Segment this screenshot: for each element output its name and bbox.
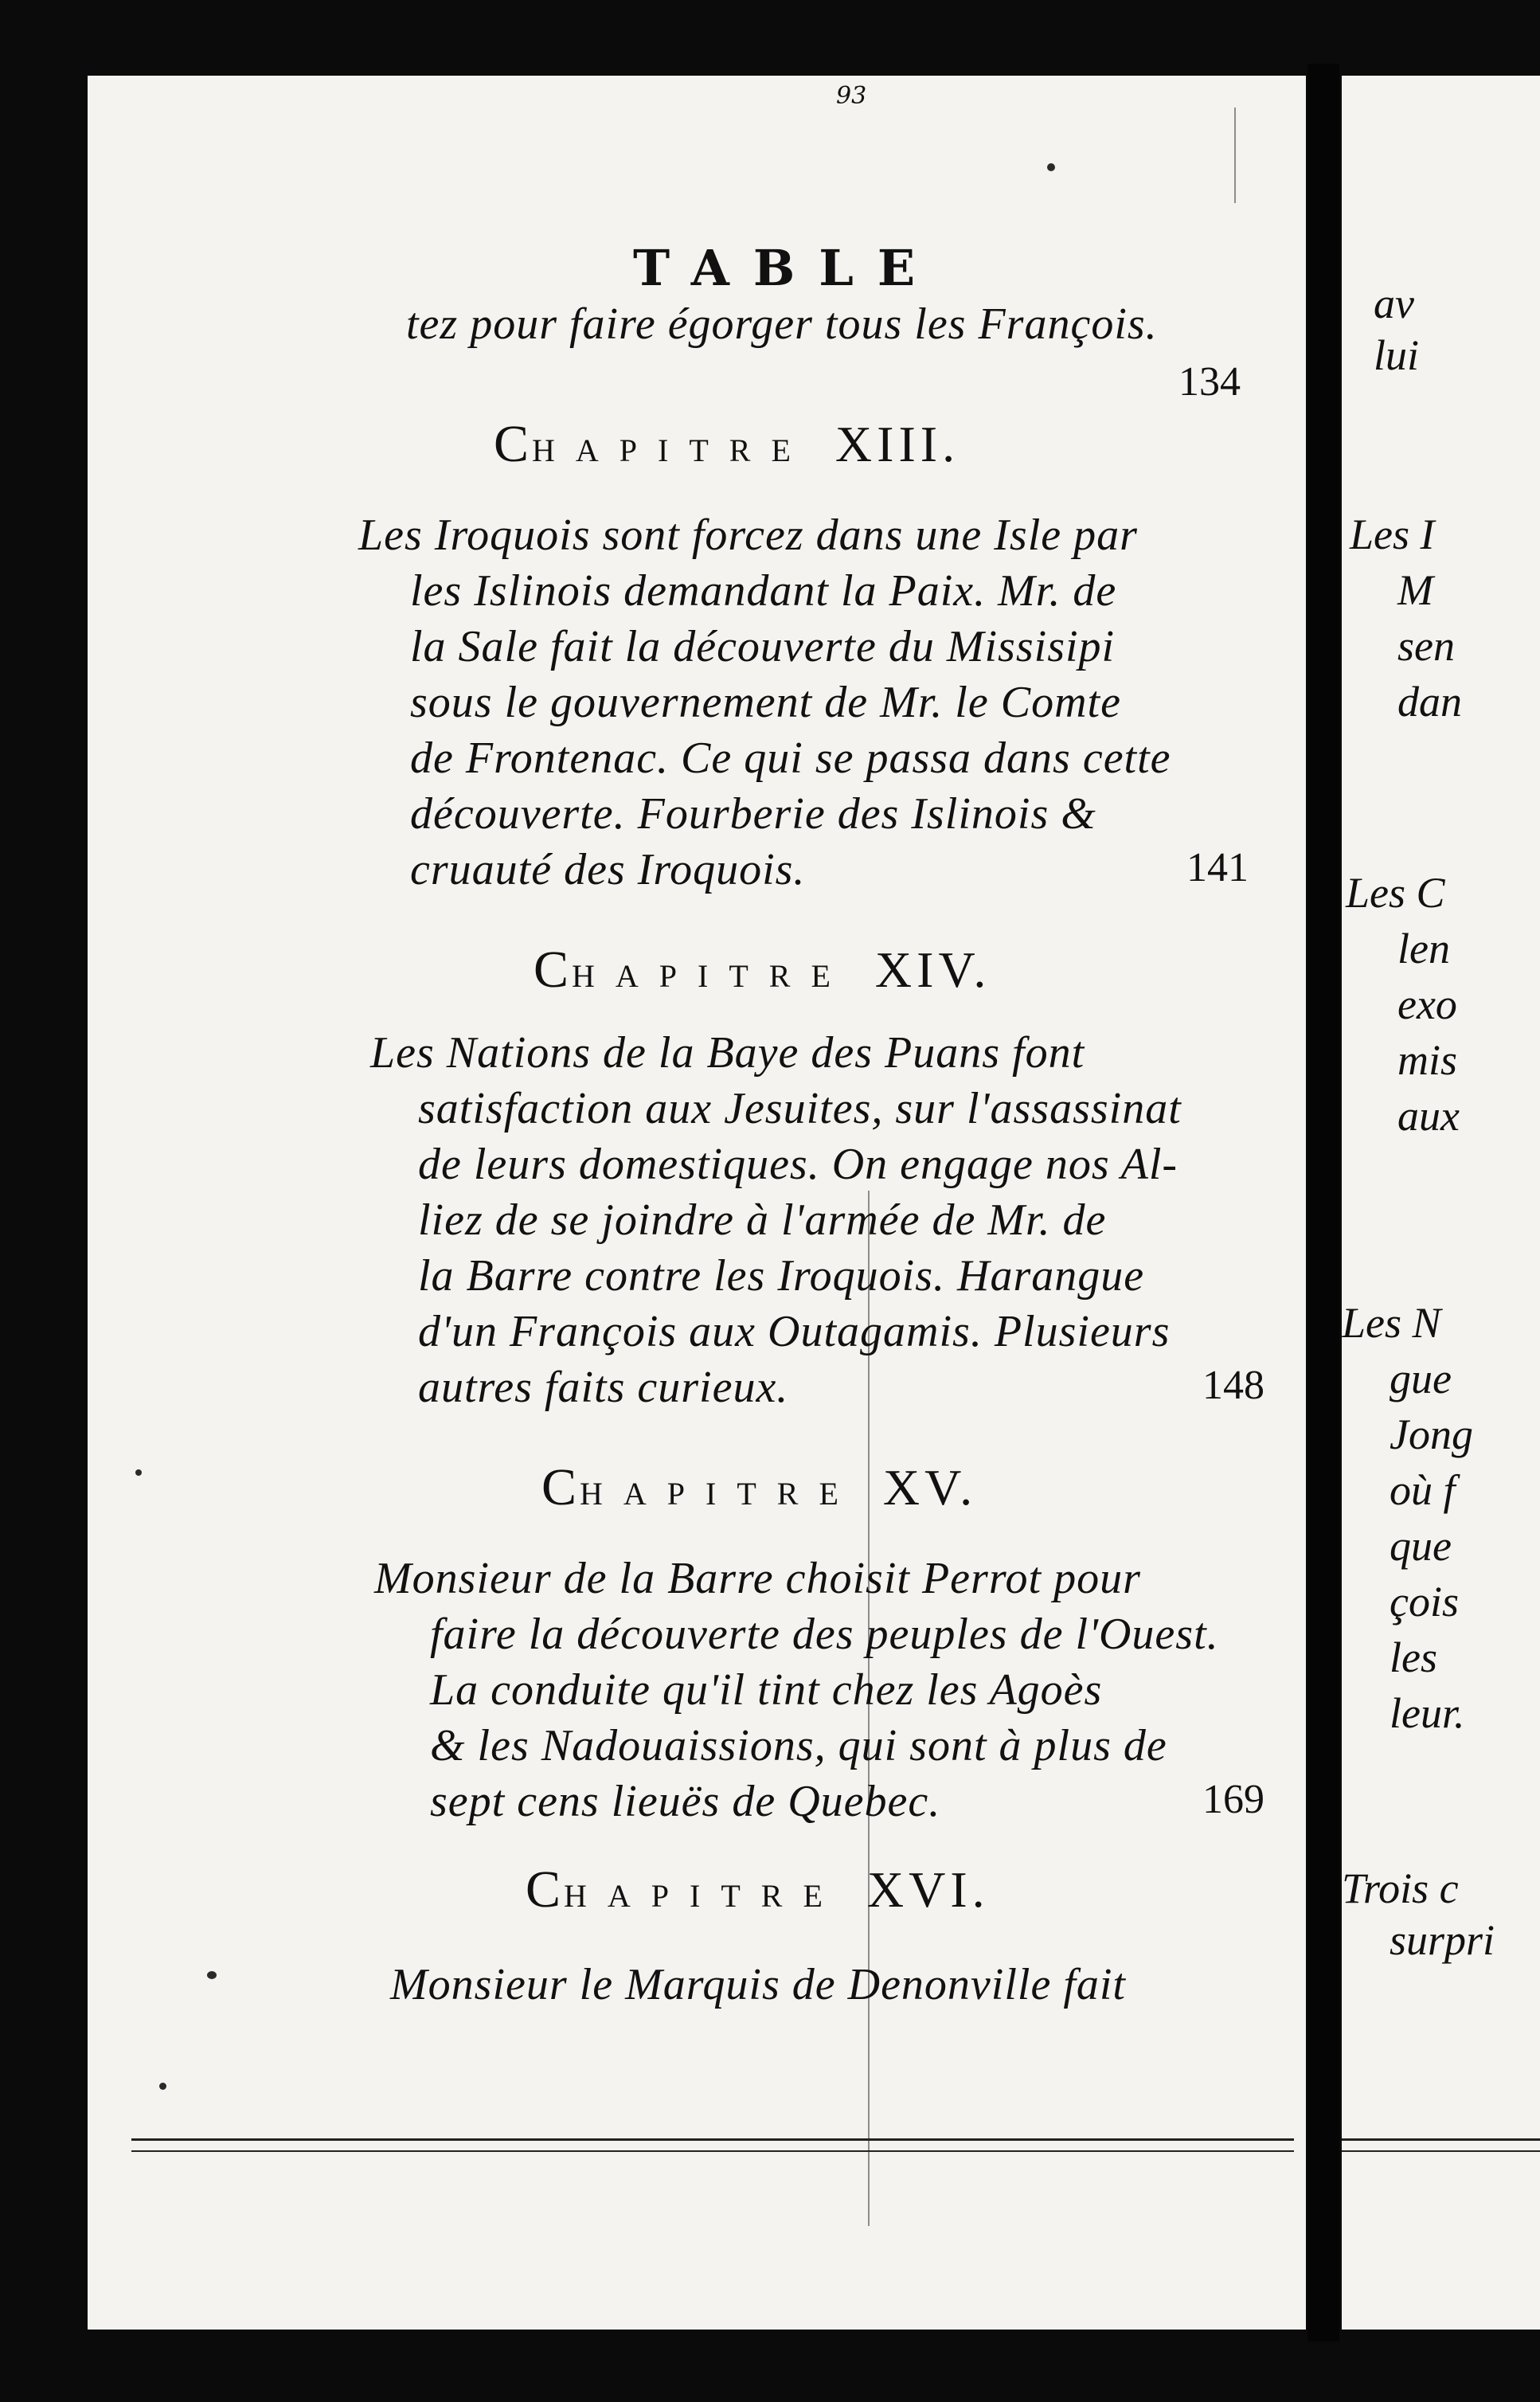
carry-over-page: 134	[1178, 359, 1241, 405]
entry-line: La conduite qu'il tint chez les Agoès	[430, 1665, 1103, 1715]
ink-speck	[207, 1971, 217, 1979]
entry-line: la Sale fait la découverte du Missisipi	[410, 622, 1116, 671]
entry-line: Monsieur de la Barre choisit Perrot pour	[374, 1554, 1141, 1603]
entry-line: d'un François aux Outagamis. Plusieurs	[418, 1307, 1171, 1356]
entry-line: Les Iroquois sont forcez dans une Isle par	[358, 511, 1138, 560]
right-fragment: que	[1390, 1522, 1452, 1570]
entry-line: sept cens lieuës de Quebec.	[430, 1777, 941, 1826]
entry-line: cruauté des Iroquois.	[410, 845, 806, 894]
chapter-cap: C	[494, 415, 533, 473]
ink-speck	[159, 2083, 166, 2090]
right-fragment: Jong	[1390, 1410, 1473, 1458]
right-fragment: sen	[1397, 622, 1455, 670]
right-fragment: leur.	[1390, 1689, 1465, 1737]
entry-page: 141	[1186, 845, 1249, 890]
chapter-cap: C	[526, 1860, 565, 1919]
entry-page: 148	[1202, 1363, 1264, 1408]
right-fragment: Les I	[1350, 511, 1435, 558]
chapter-cap: C	[541, 1458, 580, 1516]
ink-speck	[1047, 163, 1055, 171]
right-fragment: lui	[1374, 331, 1420, 379]
right-fragment: où f	[1390, 1466, 1456, 1514]
chapter-number: XIV.	[874, 941, 991, 998]
right-fragment: dan	[1397, 678, 1462, 726]
entry-line: découverte. Fourberie des Islinois &	[410, 789, 1096, 839]
running-head: TABLE	[633, 239, 940, 297]
entry-line: de leurs domestiques. On engage nos Al-	[418, 1140, 1178, 1189]
chapter-heading-xiii	[494, 414, 960, 475]
right-fragment: mis	[1397, 1036, 1458, 1084]
right-fragment: exo	[1397, 980, 1457, 1028]
entry-line: les Islinois demandant la Paix. Mr. de	[410, 566, 1117, 616]
entry-line: faire la découverte des peuples de l'Ouest.	[430, 1610, 1219, 1659]
entry-line: & les Nadouaissions, qui sont à plus de	[430, 1721, 1167, 1770]
entry-page: 169	[1202, 1777, 1264, 1822]
scan-streak	[1234, 108, 1236, 203]
entry-line: Monsieur le Marquis de Denonville fait	[390, 1960, 1126, 2009]
right-fragment: av	[1374, 280, 1414, 327]
entry-line: sous le gouvernement de Mr. le Comte	[410, 678, 1121, 727]
bottom-rule	[131, 2138, 1294, 2141]
chapter-heading-xv	[541, 1457, 977, 1518]
right-fragment: çois	[1390, 1578, 1459, 1625]
chapter-number: XVI.	[866, 1861, 990, 1918]
entry-line: Les Nations de la Baye des Puans font	[370, 1028, 1085, 1078]
right-fragment: M	[1397, 566, 1433, 614]
ink-speck	[135, 1469, 142, 1476]
chapter-word: HAPITRE	[580, 1476, 859, 1512]
chapter-word: HAPITRE	[532, 432, 811, 468]
right-fragment: gue	[1390, 1355, 1452, 1402]
bottom-rule	[1342, 2138, 1540, 2141]
entry-line: la Barre contre les Iroquois. Harangue	[418, 1251, 1145, 1301]
left-page	[88, 76, 1306, 2330]
right-page-edge	[1342, 76, 1540, 2330]
chapter-word: HAPITRE	[572, 958, 851, 994]
chapter-number: XV.	[882, 1459, 978, 1516]
book-gutter	[1307, 64, 1339, 2341]
chapter-heading-xiv	[534, 940, 991, 1000]
entry-line: de Frontenac. Ce qui se passa dans cette	[410, 734, 1171, 783]
chapter-heading-xvi	[526, 1860, 990, 1920]
bottom-rule	[1342, 2150, 1540, 2152]
carry-over-line: tez pour faire égorger tous les François.	[406, 299, 1158, 349]
bottom-rule	[131, 2150, 1294, 2152]
right-fragment: Les C	[1346, 869, 1445, 917]
chapter-word: HAPITRE	[564, 1878, 843, 1914]
right-fragment: surpri	[1390, 1916, 1495, 1964]
entry-line: liez de se joindre à l'armée de Mr. de	[418, 1195, 1107, 1245]
folio-number: 93	[836, 82, 867, 110]
right-fragment: Les N	[1342, 1299, 1441, 1347]
right-fragment: Trois c	[1342, 1864, 1459, 1912]
right-fragment: aux	[1397, 1092, 1460, 1140]
right-fragment: len	[1397, 925, 1450, 972]
right-fragment: les	[1390, 1633, 1437, 1681]
entry-line: autres faits curieux.	[418, 1363, 789, 1412]
chapter-cap: C	[534, 941, 573, 999]
chapter-number: XIII.	[834, 416, 960, 472]
entry-line: satisfaction aux Jesuites, sur l'assassinat	[418, 1084, 1182, 1133]
